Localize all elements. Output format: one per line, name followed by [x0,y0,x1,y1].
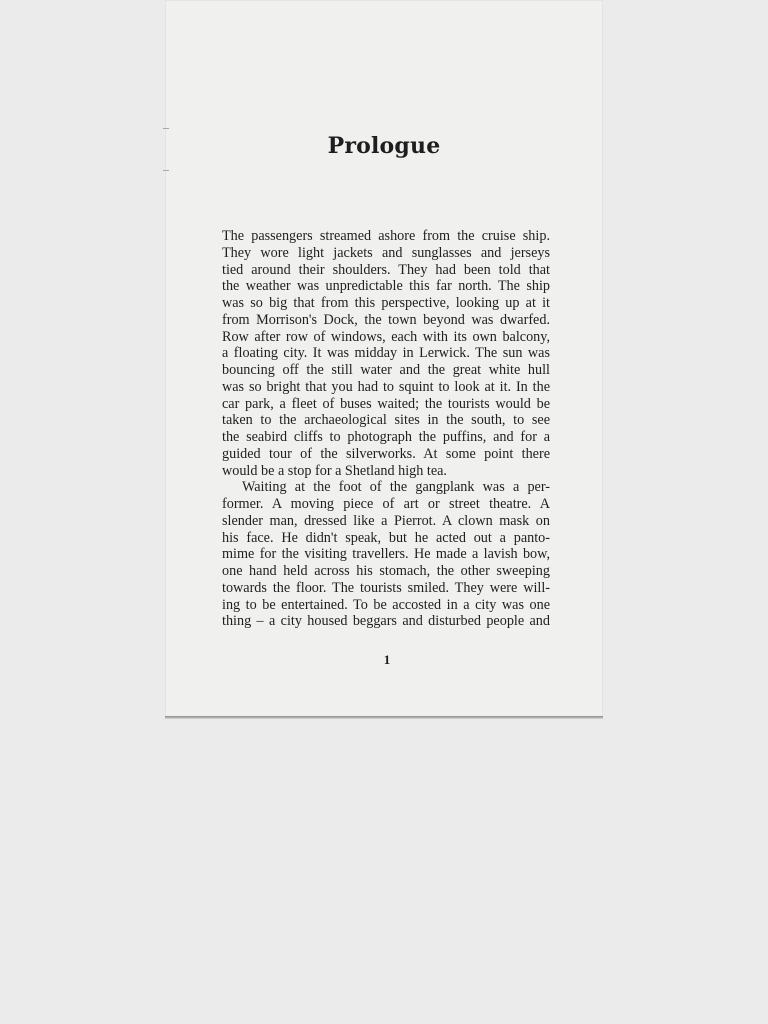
body-text [222,228,550,630]
text-line: from Morrison's Dock, the town beyond was dwarfed. [222,311,550,328]
text-line: Row after row of windows, each with its own balcony, [222,328,550,345]
text-line: a floating city. It was midday in Lerwick. The sun was [222,345,550,362]
text-line: was so big that from this perspective, looking up at it [222,295,550,311]
book-page [165,0,603,718]
text-line: Waiting at the foot of the gangplank was a per- [242,479,550,496]
text-line: thing – a city housed beggars and disturbed people and [222,613,550,630]
text-line: would be a stop for a Shetland high tea. [222,462,447,479]
page-number: 1 [383,652,391,667]
text-line: mime for the visiting travellers. He made a lavish bow, [222,546,550,563]
text-line: slender man, dressed like a Pierrot. A clown mask on [222,512,550,529]
text-line: bouncing off the still water and the great white hull [222,362,550,378]
text-line: one hand held across his stomach, the other sweeping [222,563,550,579]
text-line: car park, a fleet of buses waited; the tourists would be [222,395,550,412]
scan-edge-mark [163,170,169,171]
text-line: The passengers streamed ashore from the cruise ship. [222,228,550,244]
text-line: towards the floor. The tourists smiled. They were will- [222,579,550,596]
text-line: his face. He didn't speak, but he acted out a panto- [222,529,550,546]
text-line: the weather was unpredictable this far north. The ship [222,278,550,295]
scan-edge-mark [163,128,169,129]
text-line: the seabird cliffs to photograph the puffins, and for a [222,429,550,445]
page-edge-shadow [165,716,603,719]
text-line: tied around their shoulders. They had been told that [222,261,550,278]
text-line: guided tour of the silverworks. At some point there [222,445,550,462]
text-line: taken to the archaeological sites in the south, to see [222,412,550,429]
text-line: They wore light jackets and sunglasses and jerseys [222,244,550,261]
text-line: ing to be entertained. To be accosted in a city was one [222,596,550,613]
chapter-title: Prologue [327,133,441,159]
text-line: former. A moving piece of art or street theatre. A [222,496,550,512]
text-line: was so bright that you had to squint to look at it. In the [222,378,550,395]
